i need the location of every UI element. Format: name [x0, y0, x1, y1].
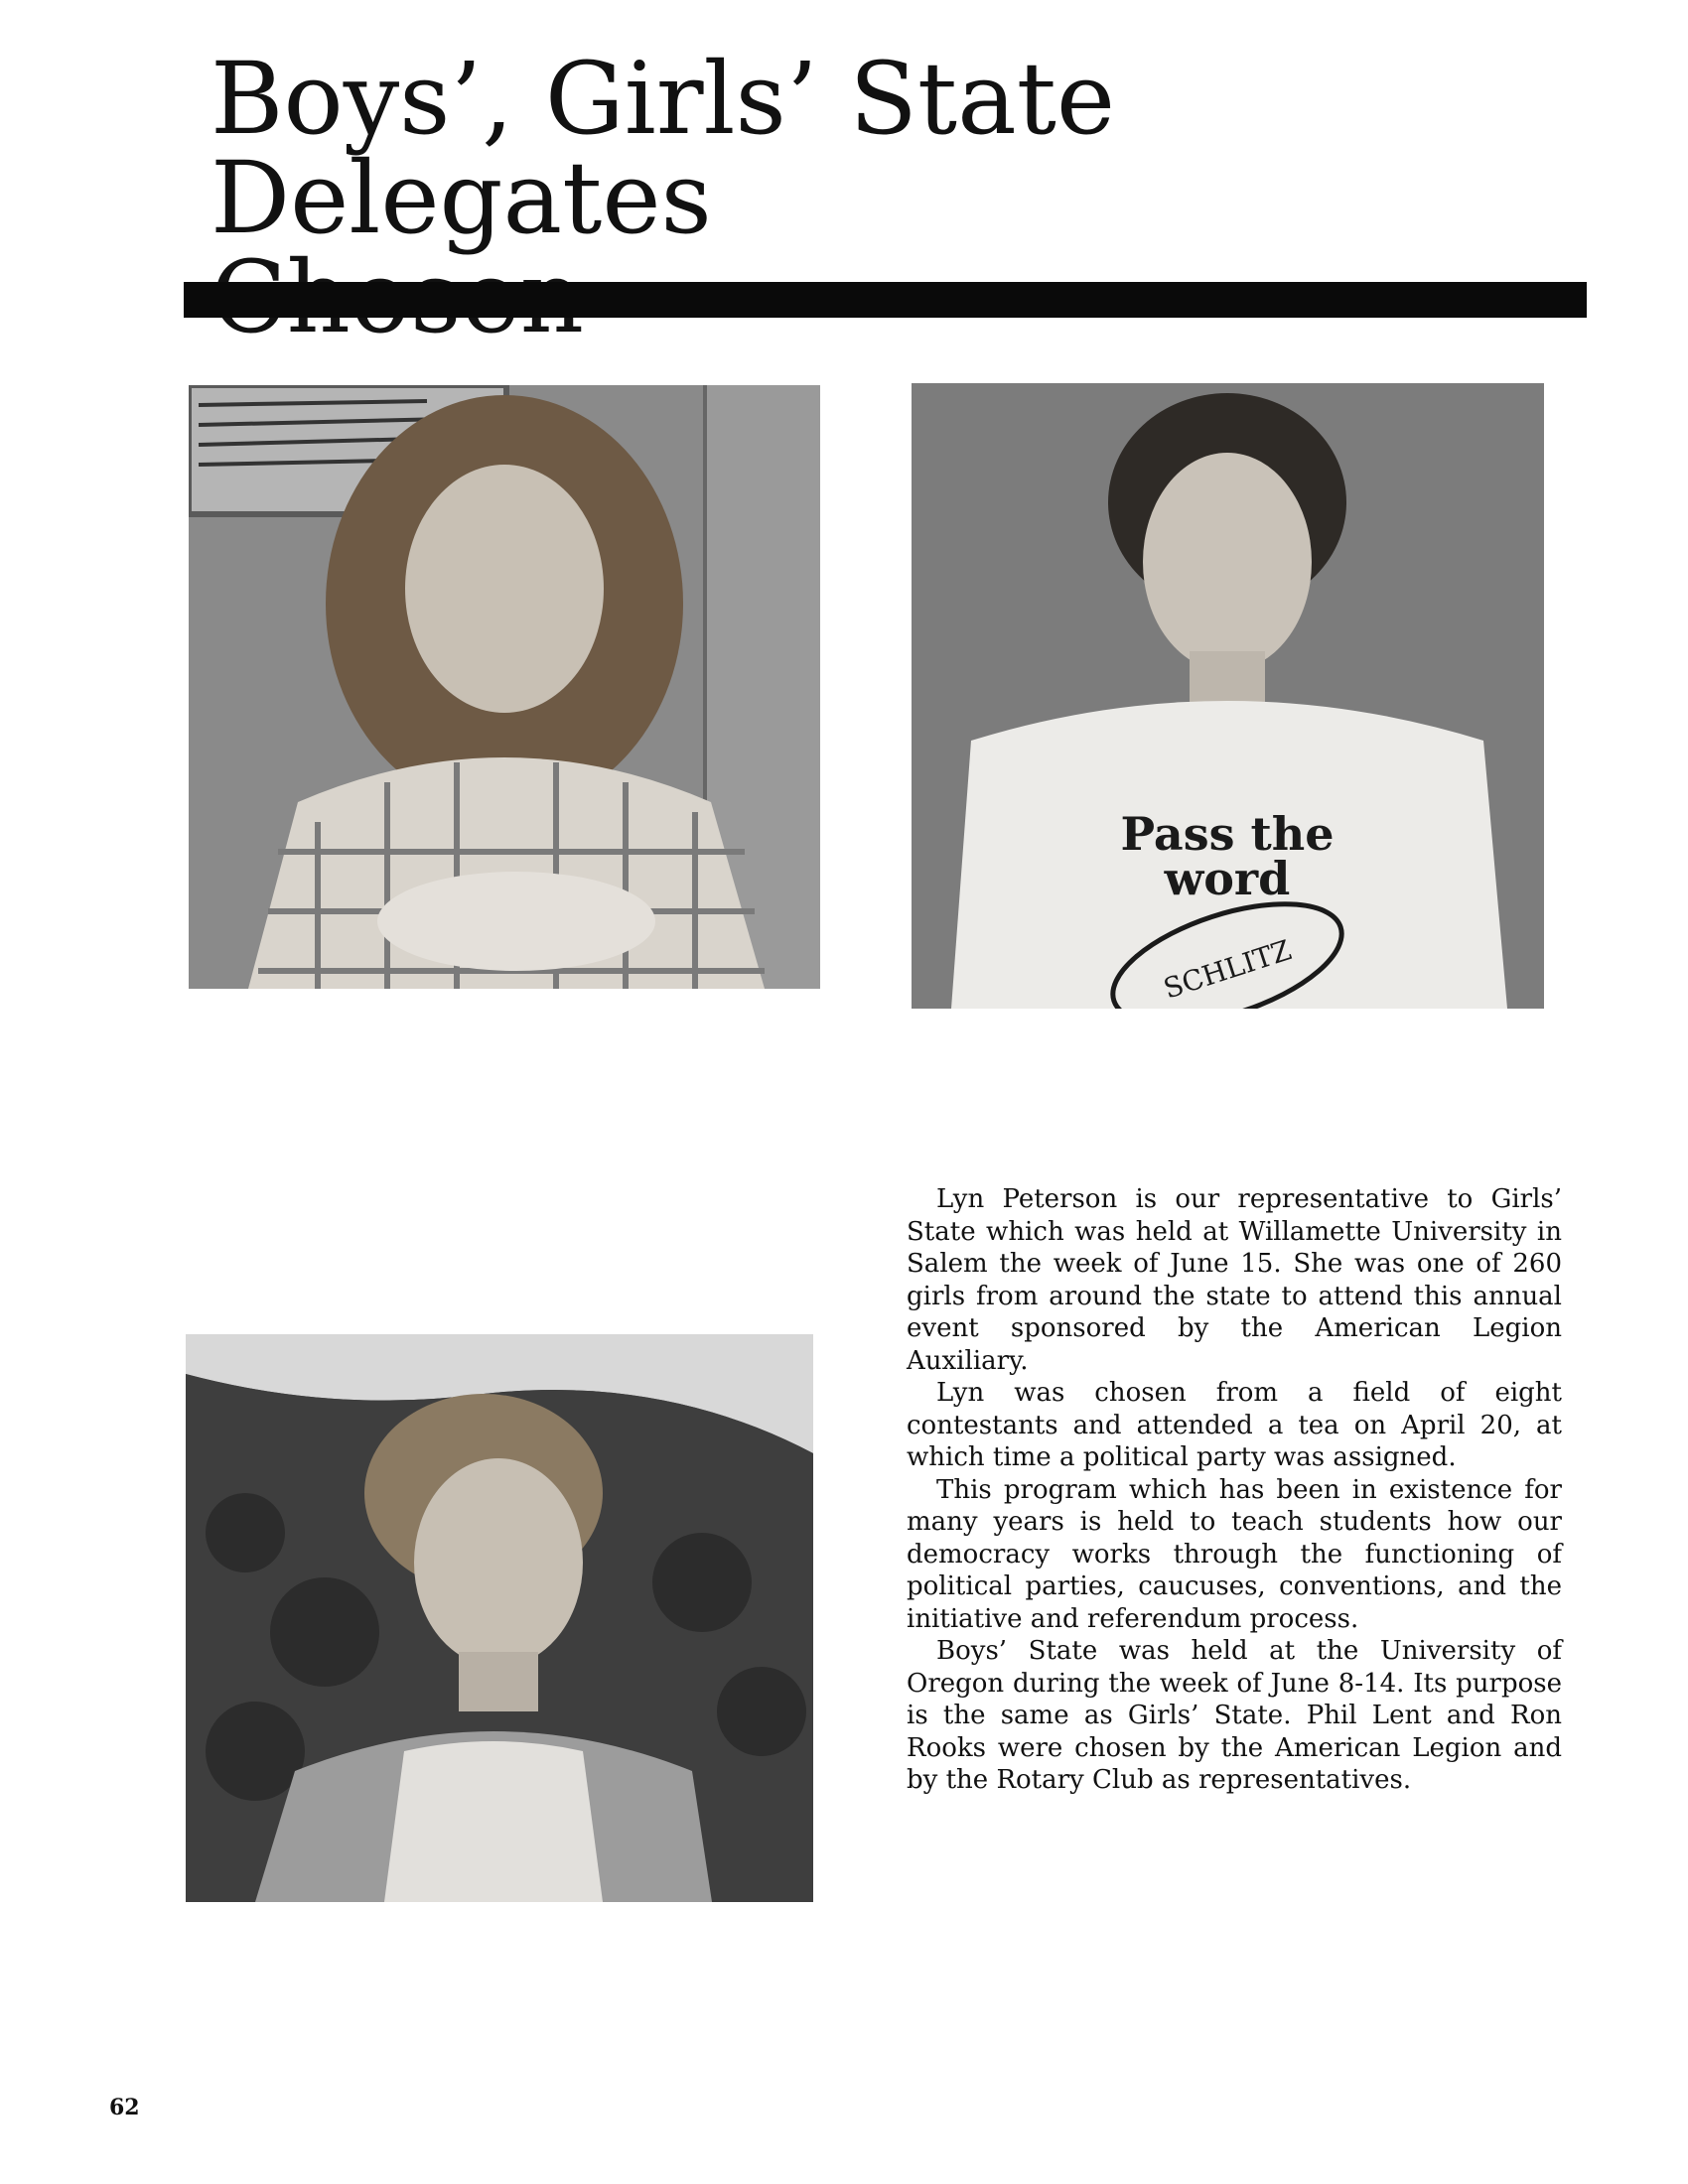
photo-boy-outdoor-image: [186, 1334, 813, 1902]
shirt-text-line-2: word: [1164, 852, 1291, 905]
article-paragraph: Lyn Peterson is our representative to Girls’ State which was held at Willamette University in Salem the week of June 15. She was one of 260 girls from around the state to attend this annual event sponsored by the American Legion Auxiliary.: [907, 1184, 1562, 1376]
photo-girl-image: [189, 385, 820, 989]
shirt-text-line-1: Pass the: [1120, 807, 1335, 861]
title-rule: [184, 282, 1587, 318]
photo-boy-pass-the-word-shirt: [912, 383, 1544, 1009]
photo-boy-outdoors: [186, 1334, 813, 1902]
photo-boy-shirt-image: [912, 383, 1544, 1009]
shirt-ball-brand: SCHLITZ: [1159, 933, 1296, 1006]
title-line-1: Boys’, Girls’ State Delegates: [211, 41, 1116, 256]
article-paragraph: Boys’ State was held at the University of Oregon during the week of June 8-14. Its purpose is the same as Girls’ State. Phil Lent and Ron Rooks were chosen by the American Legion and by the Rotary Club as representatives.: [907, 1636, 1562, 1795]
article-body: [907, 1183, 1562, 1797]
article-paragraph: This program which has been in existence for many years is held to teach students how our democracy works through the functioning of political parties, caucuses, conventions, and the initiative and referendum process.: [907, 1474, 1562, 1634]
photo-girl-plaid-shirt: [189, 385, 820, 989]
page-number: 62: [109, 2095, 140, 2120]
article-paragraph: Lyn was chosen from a field of eight contestants and attended a tea on April 20, at which time a political party was assigned.: [907, 1378, 1562, 1472]
